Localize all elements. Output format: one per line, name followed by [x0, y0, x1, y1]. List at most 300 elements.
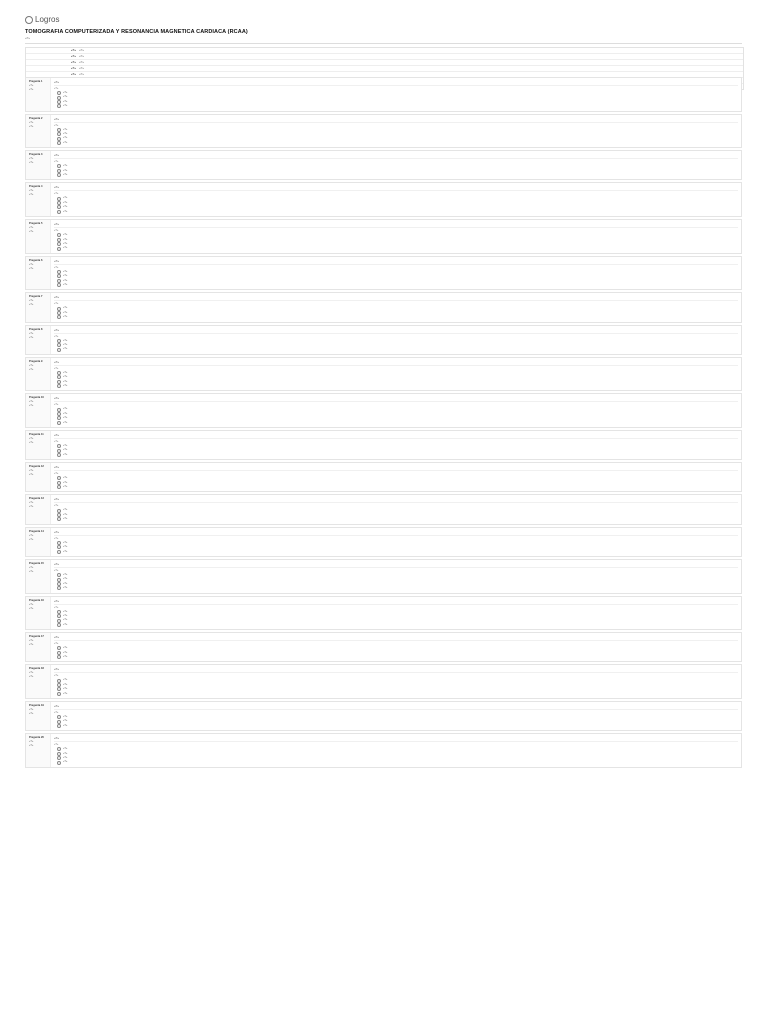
radio-icon[interactable] [57, 283, 61, 287]
radio-icon[interactable] [57, 238, 61, 242]
answer-option-text: «?» [63, 448, 68, 452]
question-body [51, 115, 741, 148]
question-prompt: «?» [54, 360, 738, 366]
question-score: «?» [29, 537, 34, 541]
select-one-label: «?» [54, 265, 59, 269]
question-body [51, 326, 741, 354]
question-prompt: «?» [54, 259, 738, 265]
answer-option[interactable] [54, 315, 738, 319]
summary-value: «?» [79, 48, 85, 52]
radio-icon[interactable] [57, 141, 61, 145]
select-one-label: «?» [54, 674, 59, 678]
answer-option-text: «?» [63, 549, 68, 553]
question-number: Pregunta 18 [29, 667, 44, 671]
question-score: «?» [29, 712, 34, 715]
question-info [26, 358, 51, 391]
select-one-label: «?» [54, 123, 59, 127]
radio-icon[interactable] [57, 348, 61, 352]
question-block [25, 357, 742, 392]
question-number: Pregunta 17 [29, 635, 44, 639]
question-score: «?» [29, 606, 34, 610]
summary-value: «?» [79, 60, 85, 64]
question-number: Pregunta 4 [29, 185, 43, 189]
radio-icon[interactable] [57, 128, 61, 132]
question-prompt: «?» [54, 222, 738, 228]
answer-option[interactable] [54, 421, 738, 425]
radio-icon[interactable] [57, 586, 61, 590]
question-status: «?» [29, 262, 34, 266]
question-number: Pregunta 11 [29, 433, 44, 437]
answer-option-text: «?» [63, 246, 68, 250]
answer-option-text: «?» [63, 485, 68, 489]
question-status: «?» [29, 400, 34, 404]
answer-option[interactable] [54, 485, 738, 489]
question-prompt: «?» [54, 667, 738, 673]
answer-option-text: «?» [63, 95, 68, 99]
question-info [26, 257, 51, 290]
question-number: Pregunta 6 [29, 258, 43, 262]
radio-icon[interactable] [57, 623, 61, 627]
question-prompt: «?» [54, 530, 738, 536]
answer-option-text: «?» [63, 540, 68, 544]
answer-option[interactable] [54, 384, 738, 388]
radio-icon[interactable] [57, 517, 61, 521]
answer-option[interactable] [54, 692, 738, 696]
question-score: «?» [29, 266, 34, 270]
question-score: «?» [29, 88, 34, 91]
question-status: «?» [29, 740, 34, 744]
answer-option[interactable] [54, 141, 738, 145]
radio-icon[interactable] [57, 509, 61, 513]
summary-key: «?» [70, 60, 76, 64]
question-block [25, 292, 742, 322]
answer-option-text: «?» [63, 586, 68, 590]
radio-icon[interactable] [57, 541, 61, 545]
answer-option-text: «?» [63, 168, 68, 172]
answer-option-text: «?» [63, 237, 68, 241]
select-one-label: «?» [54, 605, 59, 609]
answer-option-text: «?» [63, 196, 68, 200]
radio-icon[interactable] [57, 270, 61, 274]
question-number: Pregunta 12 [29, 465, 44, 469]
summary-key: «?» [70, 54, 76, 58]
question-block [25, 664, 742, 699]
question-info [26, 431, 51, 459]
answer-option-text: «?» [63, 200, 68, 204]
answer-option[interactable] [54, 623, 738, 627]
question-number: Pregunta 19 [29, 704, 44, 707]
summary-key: «?» [70, 72, 76, 76]
question-prompt: «?» [54, 396, 738, 402]
answer-option-text: «?» [63, 512, 68, 516]
question-status: «?» [29, 602, 34, 606]
question-body [51, 734, 741, 767]
question-body [51, 394, 741, 427]
answer-option-text: «?» [63, 416, 68, 420]
radio-icon[interactable] [57, 421, 61, 425]
question-score: «?» [29, 473, 34, 477]
answer-option[interactable] [54, 283, 738, 287]
radio-icon[interactable] [57, 279, 61, 283]
question-score: «?» [29, 230, 34, 234]
answer-option-text: «?» [63, 407, 68, 411]
question-prompt: «?» [54, 562, 738, 568]
question-info [26, 528, 51, 556]
answer-option-text: «?» [63, 104, 68, 108]
question-block [25, 559, 742, 594]
answer-option-text: «?» [63, 209, 68, 213]
question-prompt: «?» [54, 80, 738, 86]
brand-logo[interactable] [25, 15, 59, 24]
question-prompt: «?» [54, 465, 738, 471]
answer-option-text: «?» [63, 476, 68, 480]
question-body [51, 495, 741, 523]
question-number: Pregunta 15 [29, 561, 44, 565]
question-prompt: «?» [54, 117, 738, 123]
question-status: «?» [29, 437, 34, 441]
question-block [25, 77, 742, 112]
answer-option-text: «?» [63, 241, 68, 245]
answer-option[interactable] [54, 173, 738, 177]
answer-option-text: «?» [63, 581, 68, 585]
select-one-label: «?» [54, 743, 59, 747]
radio-icon[interactable] [57, 720, 61, 724]
answer-option-text: «?» [63, 444, 68, 448]
logo-text: Logros [35, 15, 60, 24]
answer-option-text: «?» [63, 269, 68, 273]
radio-icon[interactable] [57, 619, 61, 623]
question-status: «?» [29, 120, 34, 124]
question-score: «?» [29, 335, 34, 339]
logo-icon [25, 16, 33, 24]
question-info [26, 633, 51, 661]
question-status: «?» [29, 189, 34, 193]
question-body [51, 560, 741, 593]
question-body [51, 151, 741, 179]
question-status: «?» [29, 331, 34, 335]
question-number: Pregunta 10 [29, 396, 44, 400]
answer-option-text: «?» [63, 650, 68, 654]
radio-icon[interactable] [57, 449, 61, 453]
question-info [26, 734, 51, 767]
question-info [26, 495, 51, 523]
question-score: «?» [29, 675, 34, 679]
question-info [26, 394, 51, 427]
question-info [26, 463, 51, 491]
question-body [51, 665, 741, 698]
question-block [25, 430, 742, 460]
question-score: «?» [29, 193, 34, 197]
question-number: Pregunta 13 [29, 497, 44, 501]
question-body [51, 358, 741, 391]
answer-option-text: «?» [63, 751, 68, 755]
radio-icon[interactable] [57, 578, 61, 582]
radio-icon[interactable] [57, 339, 61, 343]
radio-icon[interactable] [57, 453, 61, 457]
question-number: Pregunta 14 [29, 529, 44, 533]
answer-option-text: «?» [63, 678, 68, 682]
answer-option-text: «?» [63, 342, 68, 346]
question-status: «?» [29, 639, 34, 643]
radio-icon[interactable] [57, 371, 61, 375]
select-one-label: «?» [54, 334, 59, 338]
question-score: «?» [29, 441, 34, 445]
radio-icon[interactable] [57, 550, 61, 554]
answer-option-text: «?» [63, 282, 68, 286]
question-status: «?» [29, 501, 34, 505]
answer-option-text: «?» [63, 315, 68, 319]
radio-icon[interactable] [57, 724, 61, 728]
answer-option[interactable] [54, 210, 738, 214]
answer-option-text: «?» [63, 306, 68, 310]
radio-icon[interactable] [57, 247, 61, 251]
radio-icon[interactable] [57, 610, 61, 614]
question-block [25, 325, 742, 355]
radio-icon[interactable] [57, 173, 61, 177]
question-body [51, 597, 741, 630]
question-score: «?» [29, 303, 34, 307]
radio-icon[interactable] [57, 683, 61, 687]
question-block [25, 462, 742, 492]
select-one-label: «?» [54, 87, 59, 90]
answer-option-text: «?» [63, 719, 68, 723]
question-status: «?» [29, 565, 34, 569]
question-prompt: «?» [54, 599, 738, 605]
answer-option-text: «?» [63, 173, 68, 177]
answer-option[interactable] [54, 586, 738, 590]
answer-option-text: «?» [63, 420, 68, 424]
answer-option-text: «?» [63, 654, 68, 658]
question-score: «?» [29, 643, 34, 647]
question-status: «?» [29, 157, 34, 161]
question-score: «?» [29, 367, 34, 371]
radio-icon[interactable] [57, 104, 61, 108]
question-score: «?» [29, 124, 34, 128]
breadcrumb: «?» [25, 36, 31, 40]
answer-option-text: «?» [63, 747, 68, 751]
summary-key: «?» [70, 48, 76, 52]
question-body [51, 528, 741, 556]
answer-option-text: «?» [63, 480, 68, 484]
answer-option-text: «?» [63, 618, 68, 622]
question-status: «?» [29, 299, 34, 303]
question-info [26, 702, 51, 730]
select-one-label: «?» [54, 536, 59, 540]
question-prompt: «?» [54, 704, 738, 710]
answer-option-text: «?» [63, 682, 68, 686]
question-prompt: «?» [54, 185, 738, 191]
answer-option-text: «?» [63, 715, 68, 718]
radio-icon[interactable] [57, 679, 61, 683]
radio-icon[interactable] [57, 412, 61, 416]
answer-option[interactable] [54, 246, 738, 250]
radio-icon[interactable] [57, 210, 61, 214]
question-block [25, 150, 742, 180]
summary-value: «?» [79, 54, 85, 58]
question-body [51, 633, 741, 661]
question-list [25, 77, 742, 770]
select-one-label: «?» [54, 192, 59, 196]
radio-icon[interactable] [57, 485, 61, 489]
question-info [26, 183, 51, 216]
question-prompt: «?» [54, 295, 738, 301]
radio-icon[interactable] [57, 384, 61, 388]
question-number: Pregunta 7 [29, 295, 43, 299]
question-body [51, 78, 741, 111]
question-info [26, 597, 51, 630]
question-status: «?» [29, 226, 34, 230]
radio-icon[interactable] [57, 100, 61, 104]
question-number: Pregunta 5 [29, 222, 43, 226]
answer-option-text: «?» [63, 347, 68, 351]
answer-option-text: «?» [63, 375, 68, 379]
answer-option-text: «?» [63, 233, 68, 237]
radio-icon[interactable] [57, 408, 61, 412]
answer-option-text: «?» [63, 687, 68, 691]
question-status: «?» [29, 469, 34, 473]
radio-icon[interactable] [57, 380, 61, 384]
question-score: «?» [29, 569, 34, 573]
answer-option-text: «?» [63, 164, 68, 168]
question-prompt: «?» [54, 328, 738, 334]
answer-option[interactable] [54, 517, 738, 521]
select-one-label: «?» [54, 366, 59, 370]
question-status: «?» [29, 84, 34, 87]
question-block [25, 632, 742, 662]
answer-option-text: «?» [63, 613, 68, 617]
radio-icon[interactable] [57, 307, 61, 311]
question-block [25, 256, 742, 291]
answer-option-text: «?» [63, 310, 68, 314]
answer-option[interactable] [54, 550, 738, 554]
question-number: Pregunta 1 [29, 80, 43, 83]
answer-option[interactable] [54, 104, 738, 108]
answer-option-text: «?» [63, 646, 68, 650]
question-block [25, 701, 742, 731]
answer-option-text: «?» [63, 577, 68, 581]
question-number: Pregunta 9 [29, 359, 43, 363]
question-score: «?» [29, 744, 34, 748]
answer-option[interactable] [54, 760, 738, 764]
answer-option-text: «?» [63, 609, 68, 613]
radio-icon[interactable] [57, 169, 61, 173]
question-prompt: «?» [54, 736, 738, 742]
question-block [25, 733, 742, 768]
radio-icon[interactable] [57, 582, 61, 586]
summary-key: «?» [70, 66, 76, 70]
answer-option-text: «?» [63, 452, 68, 456]
radio-icon[interactable] [57, 692, 61, 696]
radio-icon[interactable] [57, 481, 61, 485]
answer-option-text: «?» [63, 205, 68, 209]
select-one-label: «?» [54, 440, 59, 444]
question-number: Pregunta 8 [29, 327, 43, 331]
answer-option-text: «?» [63, 756, 68, 760]
question-info [26, 78, 51, 111]
question-status: «?» [29, 708, 34, 711]
question-block [25, 596, 742, 631]
select-one-label: «?» [54, 504, 59, 508]
question-score: «?» [29, 161, 34, 165]
radio-icon[interactable] [57, 315, 61, 319]
answer-option[interactable] [54, 724, 738, 728]
question-body [51, 183, 741, 216]
answer-option-text: «?» [63, 278, 68, 282]
summary-value: «?» [79, 66, 85, 70]
question-block [25, 114, 742, 149]
answer-option-text: «?» [63, 508, 68, 512]
question-body [51, 220, 741, 253]
summary-value: «?» [79, 72, 85, 76]
question-info [26, 151, 51, 179]
question-status: «?» [29, 533, 34, 537]
answer-option[interactable] [54, 655, 738, 659]
question-body [51, 293, 741, 321]
question-block [25, 494, 742, 524]
select-one-label: «?» [54, 229, 59, 233]
answer-option[interactable] [54, 453, 738, 457]
question-info [26, 326, 51, 354]
radio-icon[interactable] [57, 137, 61, 141]
question-number: Pregunta 3 [29, 153, 43, 157]
answer-option-text: «?» [63, 622, 68, 626]
radio-icon[interactable] [57, 752, 61, 756]
radio-icon[interactable] [57, 651, 61, 655]
radio-icon[interactable] [57, 197, 61, 201]
select-one-label: «?» [54, 472, 59, 476]
radio-icon[interactable] [57, 761, 61, 765]
question-number: Pregunta 16 [29, 598, 44, 602]
select-one-label: «?» [54, 642, 59, 646]
question-body [51, 431, 741, 459]
answer-option-text: «?» [63, 517, 68, 521]
question-block [25, 527, 742, 557]
question-info [26, 115, 51, 148]
question-status: «?» [29, 363, 34, 367]
answer-option-text: «?» [63, 136, 68, 140]
question-prompt: «?» [54, 433, 738, 439]
question-prompt: «?» [54, 635, 738, 641]
question-status: «?» [29, 671, 34, 675]
radio-icon[interactable] [57, 655, 61, 659]
select-one-label: «?» [54, 711, 59, 714]
header-divider [25, 43, 742, 44]
question-prompt: «?» [54, 497, 738, 503]
question-score: «?» [29, 505, 34, 509]
answer-option-text: «?» [63, 99, 68, 103]
answer-option-text: «?» [63, 274, 68, 278]
answer-option-text: «?» [63, 411, 68, 415]
answer-option-text: «?» [63, 127, 68, 131]
question-info [26, 220, 51, 253]
question-number: Pregunta 20 [29, 736, 44, 740]
answer-option-text: «?» [63, 91, 68, 94]
select-one-label: «?» [54, 302, 59, 306]
radio-icon[interactable] [57, 96, 61, 100]
answer-option-text: «?» [63, 572, 68, 576]
select-one-label: «?» [54, 160, 59, 164]
question-body [51, 702, 741, 730]
radio-icon[interactable] [57, 311, 61, 315]
answer-option[interactable] [54, 347, 738, 351]
answer-option-text: «?» [63, 370, 68, 374]
question-block [25, 219, 742, 254]
question-block [25, 182, 742, 217]
answer-option-text: «?» [63, 338, 68, 342]
page-title: TOMOGRAFIA COMPUTERIZADA Y RESONANCIA MAGNETICA CARDIACA (RCAA) [25, 29, 248, 35]
answer-option-text: «?» [63, 723, 68, 727]
question-body [51, 257, 741, 290]
